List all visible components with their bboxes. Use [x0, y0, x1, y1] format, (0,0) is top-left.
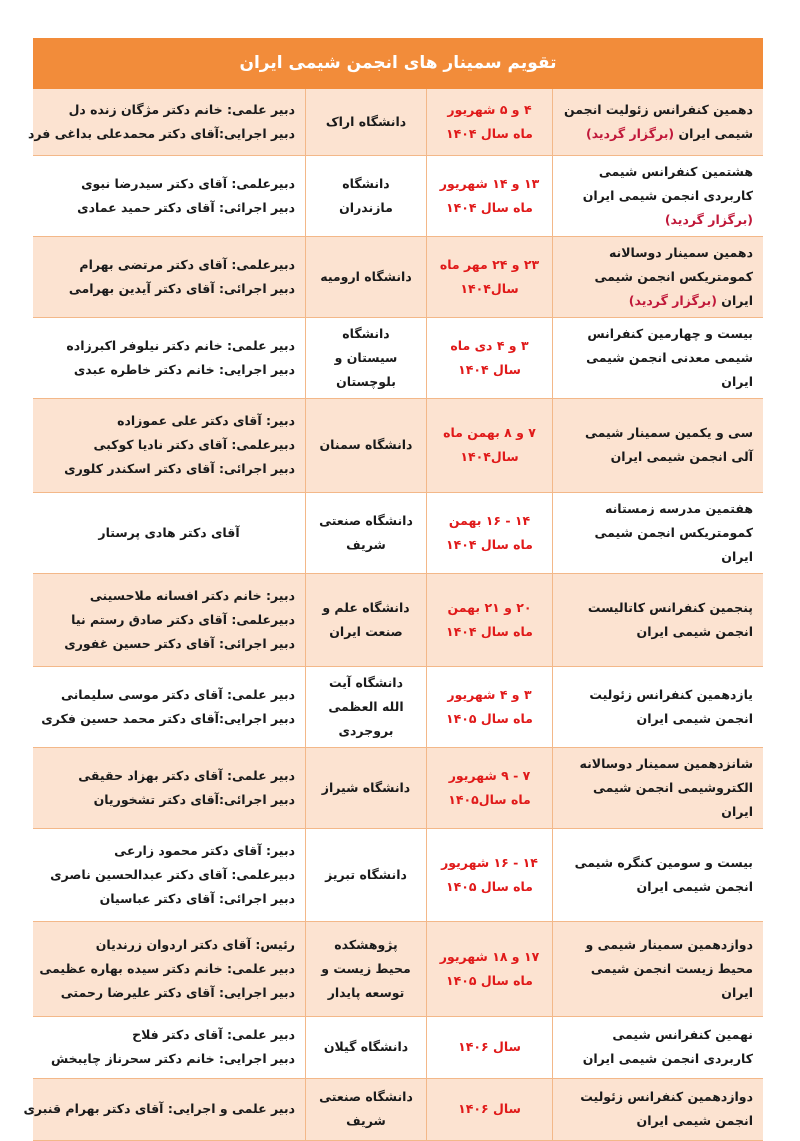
organizers-cell [33, 317, 306, 398]
seminar-name: سی و یکمین سمینار شیمی آلی انجمن شیمی ایران [585, 425, 753, 464]
seminar-name-cell [553, 666, 764, 747]
table-row [33, 236, 763, 317]
organizers-cell [27, 89, 306, 155]
seminar-name: بیست و چهارمین کنفرانس شیمی معدنی انجمن شیمی ایران [586, 325, 753, 389]
organizer-line: دبیر اجرائی:آقای دکتر تشخوریان [93, 791, 295, 807]
page-title: تقویم سمینار های انجمن شیمی ایران [33, 38, 763, 89]
organizer-line: دبیر علمی: آقای دکتر موسی سلیمانی [60, 686, 295, 702]
organizer-line: دبیر اجرایی: آقای دکتر علیرضا رحمتی [60, 984, 295, 1000]
organizer-line: دبیر علمی: خانم دکتر مژگان زنده دل [68, 101, 295, 117]
organizer-line: دبیرعلمی: آقای دکتر سیدرضا نبوی [81, 175, 295, 191]
organizer-line: دبیرعلمی: آقای دکتر صادق رستم نیا [71, 611, 295, 627]
seminar-name-cell [553, 747, 764, 828]
organizer-line: دبیر علمی: آقای دکتر فلاح [132, 1027, 295, 1042]
organizer-line: دبیرعلمی: آقای دکتر مرتضی بهرام [79, 256, 295, 272]
seminar-name-cell [553, 398, 764, 492]
organizer-line: دبیرعلمی: آقای دکتر عبدالحسین ناصری [50, 866, 295, 882]
seminar-name: بیست و سومین کنگره شیمی انجمن شیمی ایران [574, 854, 753, 894]
seminar-venue: دانشگاه صنعتی شریف [306, 492, 427, 573]
organizer-line: دبیر علمی: خانم دکتر سیده بهاره عظیمی [39, 960, 295, 976]
organizer-line: رئیس: آقای دکتر اردوان زرندیان [95, 936, 295, 952]
organizer-line: دبیر علمی: خانم دکتر نیلوفر اکبرزاده [66, 337, 295, 353]
seminar-name-cell [553, 236, 764, 317]
organizer-line: دبیر علمی و اجرایی: آقای دکتر بهرام قنبری [23, 1101, 295, 1116]
organizer-line: دبیر علمی: آقای دکتر بهزاد حقیقی [78, 767, 295, 783]
seminar-name: پنجمین کنفرانس کاتالیست انجمن شیمی ایران [587, 599, 753, 639]
seminar-venue: دانشگاه ارومیه [306, 236, 427, 317]
status-badge: (برگزار گردید) [586, 125, 675, 141]
organizer-line: دبیر اجرایی:آقای دکتر محمدعلی بداغی فرد [27, 125, 295, 141]
organizers-cell [33, 828, 306, 921]
organizer-line: دبیر اجرائی: آقای دکتر حمید عمادی [77, 199, 295, 215]
seminar-date: ۱۴ - ۱۶ بهمن ماه سال ۱۴۰۴ [427, 492, 553, 573]
organizer-line: دبیرعلمی: آقای دکتر نادیا کوکبی [93, 437, 295, 452]
status-badge: (برگزار گردید) [664, 211, 753, 227]
seminar-venue: دانشگاه سیستان و بلوچستان [306, 317, 427, 398]
seminar-venue: دانشگاه مازندران [306, 155, 427, 236]
seminar-name-cell [553, 828, 764, 921]
organizer-line: دبیر: آقای دکتر علی عموزاده [117, 413, 295, 428]
seminar-venue: دانشگاه تبریز [306, 828, 427, 921]
table-row [33, 89, 763, 155]
seminar-venue: دانشگاه سمنان [306, 398, 427, 492]
seminar-date: سال ۱۴۰۶ [427, 1016, 553, 1078]
status-badge: (برگزار گردید) [628, 292, 717, 308]
organizer-line: آقای دکتر هادی پرستار [98, 524, 240, 540]
seminar-venue: پژوهشکده محیط زیست و توسعه پایدار [306, 921, 427, 1016]
seminar-name-cell [553, 492, 764, 573]
table-row [33, 492, 763, 573]
organizer-line: دبیر اجرائی: آقای دکتر عباسیان [99, 890, 295, 906]
organizers-cell [33, 921, 306, 1016]
seminar-name: نهمین کنفرانس شیمی کاربردی انجمن شیمی ایران [582, 1027, 753, 1066]
seminar-date: ۱۳ و ۱۴ شهریور ماه سال ۱۴۰۴ [427, 155, 553, 236]
seminar-date: ۲۳ و ۲۴ مهر ماه سال۱۴۰۴ [427, 236, 553, 317]
organizer-line: دبیر: آقای دکتر محمود زارعی [114, 842, 295, 858]
organizers-cell [33, 398, 306, 492]
seminar-date: ۴ و ۵ شهریور ماه سال ۱۴۰۴ [427, 89, 553, 155]
table-row [33, 828, 763, 921]
organizers-cell [33, 666, 306, 747]
seminar-date: ۷ و ۸ بهمن ماه سال۱۴۰۴ [427, 398, 553, 492]
organizer-line: دبیر: خانم دکتر افسانه ملاحسینی [89, 587, 295, 603]
organizers-cell [33, 155, 306, 236]
seminar-date: ۳ و ۴ دی ماه سال ۱۴۰۴ [427, 317, 553, 398]
table-row [33, 666, 763, 747]
organizer-line: دبیر اجرایی: خانم دکتر خاطره عبدی [73, 361, 295, 377]
seminar-name: هشتمین کنفرانس شیمی کاربردی انجمن شیمی ایران [582, 163, 753, 203]
table-row [33, 747, 763, 828]
seminar-name-cell [553, 921, 764, 1016]
table-row [33, 921, 763, 1016]
seminar-name: شانزدهمین سمینار دوسالانه الکتروشیمی انجمن شیمی ایران [579, 755, 753, 819]
organizer-line: دبیر اجرایی: خانم دکتر سحرناز چایبخش [50, 1051, 295, 1066]
organizers-cell [33, 492, 306, 573]
seminar-name-cell [553, 317, 764, 398]
seminar-venue: دانشگاه صنعتی شریف [306, 1078, 427, 1140]
seminar-name: دوازدهمین سمینار شیمی و محیط زیست انجمن شیمی ایران [585, 936, 753, 1000]
seminar-name: یازدهمین کنفرانس زئولیت انجمن شیمی ایران [589, 686, 753, 726]
organizers-cell [33, 573, 306, 666]
seminar-venue: دانشگاه علم و صنعت ایران [306, 573, 427, 666]
seminar-calendar [23, 38, 763, 1141]
seminar-name-cell [553, 89, 764, 155]
seminar-name-cell [553, 573, 764, 666]
seminar-venue: دانشگاه گیلان [306, 1016, 427, 1078]
organizer-line: دبیر اجرائی: آقای دکتر اسکندر کلوری [64, 461, 295, 476]
table-row [33, 573, 763, 666]
seminar-date: ۳ و ۴ شهریور ماه سال ۱۴۰۵ [427, 666, 553, 747]
organizer-line: دبیر اجرایی:آقای دکتر محمد حسین فکری [41, 710, 295, 726]
table-row [33, 155, 763, 236]
organizer-line: دبیر اجرائی: آقای دکتر آیدین بهرامی [68, 280, 295, 296]
seminar-date: ۷ - ۹ شهریور ماه سال۱۴۰۵ [427, 747, 553, 828]
seminar-name: دهمین کنفرانس زئولیت انجمن شیمی ایران [563, 101, 753, 141]
seminar-venue: دانشگاه شیراز [306, 747, 427, 828]
seminar-name: دهمین سمینار دوسالانه کمومتریکس انجمن شیمی ایران [594, 244, 753, 308]
table-row [33, 398, 763, 492]
organizers-cell [33, 236, 306, 317]
table-row [33, 317, 763, 398]
seminar-venue: دانشگاه اراک [306, 89, 427, 155]
seminar-name: دوازدهمین کنفرانس زئولیت انجمن شیمی ایران [580, 1089, 753, 1128]
organizers-cell [33, 747, 306, 828]
organizers-cell [33, 1016, 306, 1078]
seminar-name: هفتمین مدرسه زمستانه کمومتریکس انجمن شیمی ایران [594, 500, 753, 564]
seminar-date: ۱۴ - ۱۶ شهریور ماه سال ۱۴۰۵ [427, 828, 553, 921]
organizer-line: دبیر اجرائی: آقای دکتر حسین غفوری [64, 635, 295, 651]
seminar-venue: دانشگاه آیت الله العظمی بروجردی [306, 666, 427, 747]
table-row [33, 1016, 763, 1078]
seminar-date: ۲۰ و ۲۱ بهمن ماه سال ۱۴۰۴ [427, 573, 553, 666]
seminar-date: سال ۱۴۰۶ [427, 1078, 553, 1140]
seminar-date: ۱۷ و ۱۸ شهریور ماه سال ۱۴۰۵ [427, 921, 553, 1016]
seminar-name-cell [553, 1016, 764, 1078]
seminar-name-cell [553, 155, 764, 236]
seminar-table [23, 89, 763, 1141]
